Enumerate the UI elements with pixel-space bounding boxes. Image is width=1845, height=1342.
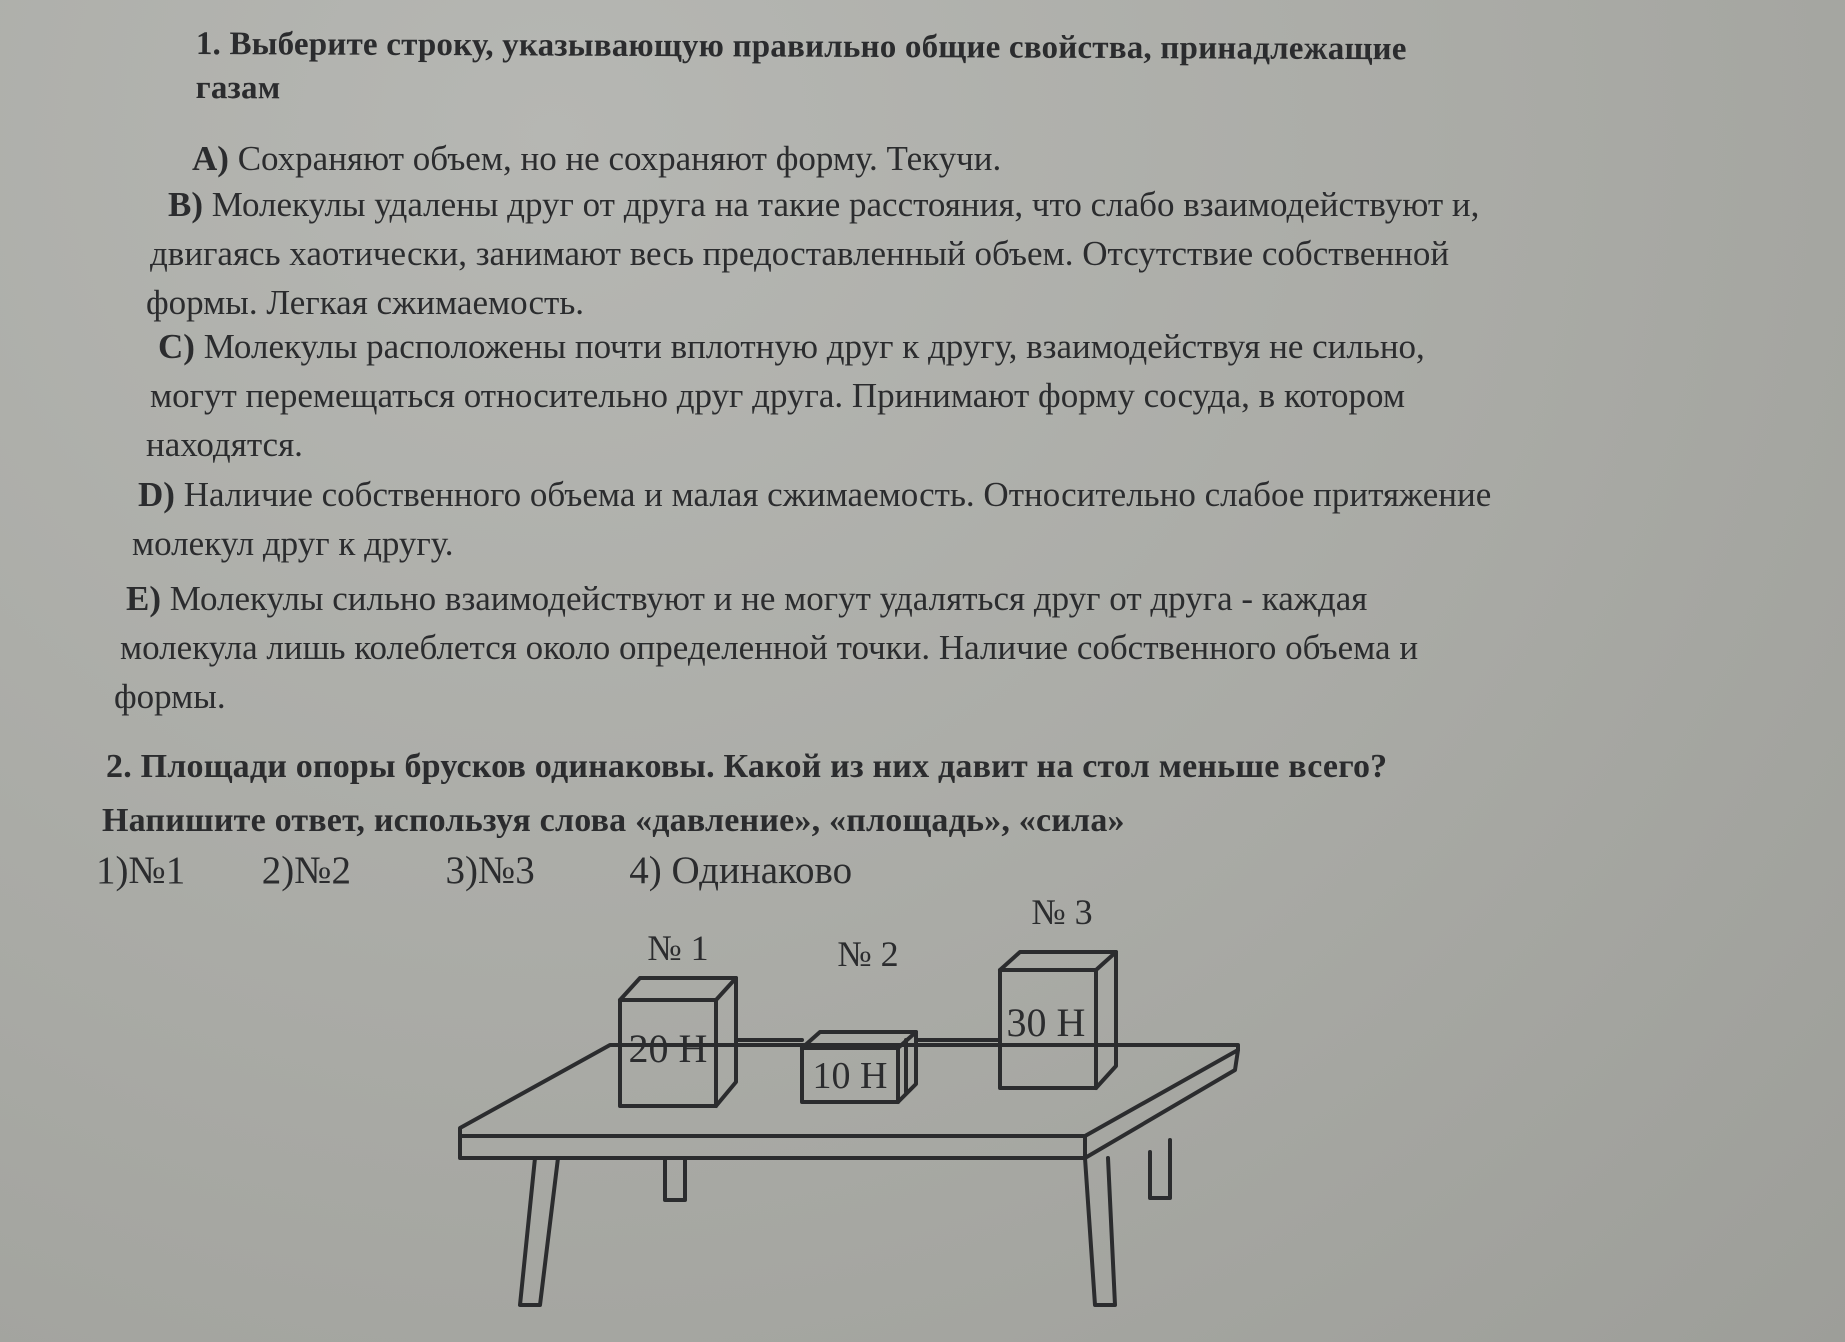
table-top-side-edge bbox=[1085, 1050, 1238, 1158]
option-letter: А) bbox=[192, 139, 229, 178]
question-2-title-line: Напишите ответ, используя слова «давление», «площадь», «сила» bbox=[102, 802, 1125, 839]
block-2-weight: 10 Н bbox=[812, 1055, 888, 1097]
option-a bbox=[192, 134, 1001, 183]
option-text-line: Сохраняют объем, но не сохраняют форму. Текучи. bbox=[237, 139, 1002, 178]
answer-option-2: 2)№2 bbox=[261, 849, 351, 892]
option-text-line: двигаясь хаотически, занимают весь предоставленный объем. Отсутствие собственной bbox=[150, 234, 1450, 273]
table-leg-front-left bbox=[520, 1158, 558, 1305]
option-text-line: Молекулы расположены почти вплотную друг к другу, взаимодействуя не сильно, bbox=[203, 327, 1425, 366]
option-text-line: Молекулы удалены друг от друга на такие расстояния, что слабо взаимодействуют и, bbox=[211, 185, 1480, 224]
table-leg-back-left bbox=[665, 1158, 685, 1200]
option-c bbox=[146, 322, 1425, 469]
table-leg-back-right bbox=[1150, 1140, 1170, 1198]
option-letter: E) bbox=[126, 579, 161, 618]
table-top-front-edge bbox=[460, 1136, 1085, 1158]
table-drawing bbox=[440, 890, 1260, 1320]
option-letter: С) bbox=[158, 327, 195, 366]
option-e bbox=[114, 574, 1419, 721]
option-text-line: молекул друг к другу. bbox=[132, 524, 454, 563]
option-b bbox=[146, 180, 1480, 327]
answer-option-1: 1)№1 bbox=[96, 849, 186, 892]
answer-option-3: 3)№3 bbox=[445, 849, 535, 892]
question-1-title-line: газам bbox=[195, 69, 281, 107]
option-text-line: Молекулы сильно взаимодействуют и не могут удаляться друг от друга - каждая bbox=[169, 579, 1368, 618]
option-text-line: молекула лишь колеблется около определенной точки. Наличие собственного объема и bbox=[120, 628, 1419, 667]
question-2-title-line: 2. Площади опоры брусков одинаковы. Какой из них давит на стол меньше всего? bbox=[106, 748, 1388, 785]
block-1-label: № 1 bbox=[647, 928, 709, 968]
question-1-title-line: 1. Выберите строку, указывающую правильно общие свойства, принадлежащие bbox=[195, 25, 1407, 68]
answer-option-4: 4) Одинаково bbox=[629, 849, 853, 892]
block-3-weight: 30 Н bbox=[1006, 1000, 1086, 1045]
question-2-answers bbox=[96, 846, 852, 896]
option-text-line: находятся. bbox=[146, 425, 303, 464]
option-text-line: Наличие собственного объема и малая сжимаемость. Относительно слабое притяжение bbox=[183, 475, 1492, 514]
question-1-title bbox=[196, 22, 1407, 115]
block-2-label: № 2 bbox=[837, 934, 899, 974]
option-d bbox=[132, 470, 1492, 568]
option-text-line: формы. Легкая сжимаемость. bbox=[146, 283, 585, 322]
option-letter: В) bbox=[168, 185, 203, 224]
block-3-label: № 3 bbox=[1031, 892, 1093, 932]
blocks-on-table-figure bbox=[440, 890, 1260, 1320]
option-text-line: формы. bbox=[114, 677, 226, 716]
block-1-weight: 20 Н bbox=[628, 1026, 708, 1071]
question-2-title bbox=[102, 740, 1388, 848]
option-letter: D) bbox=[138, 475, 175, 514]
option-text-line: могут перемещаться относительно друг друга. Принимают форму сосуда, в котором bbox=[150, 376, 1406, 415]
table-leg-front-right bbox=[1085, 1158, 1115, 1305]
